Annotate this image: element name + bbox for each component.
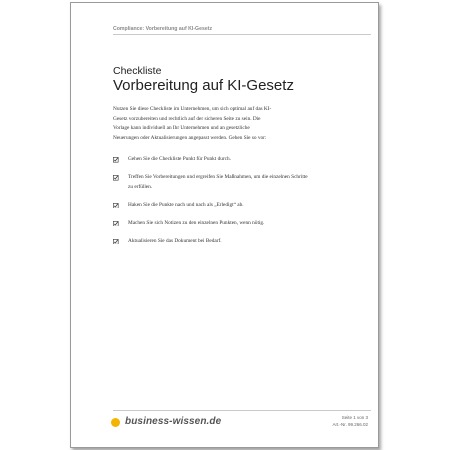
document-title: Vorbereitung auf KI-Gesetz <box>113 77 294 94</box>
brand-logo-text: business-wissen.de <box>125 416 222 427</box>
intro-line: Nutzen Sie diese Checkliste im Unternehmen, um sich optimal auf das KI- <box>113 106 272 112</box>
checked-box-icon <box>113 219 123 229</box>
article-number: Art.-Nr. 99.266.02 <box>332 422 368 427</box>
document-page <box>70 2 379 448</box>
checklist-item <box>113 219 313 229</box>
checklist-item-text: Gehen Sie die Checkliste Punkt für Punkt durch. <box>128 156 231 162</box>
checklist <box>113 155 313 255</box>
document-overline: Checkliste <box>113 65 162 77</box>
intro-line: Gesetz vorzubereiten und rechtlich auf der sicheren Seite zu sein. Die <box>113 115 261 122</box>
footer-divider <box>113 410 371 411</box>
page-number: Seite 1 von 3 <box>341 415 368 420</box>
checklist-item-text: Machen Sie sich Notizen zu den einzelnen Punkten, wenn nötig. <box>128 219 265 226</box>
checklist-item <box>113 155 313 165</box>
checked-box-icon <box>113 155 123 165</box>
checked-box-icon <box>113 173 123 183</box>
checklist-item <box>113 173 313 192</box>
checklist-item-text: Aktualisieren Sie das Dokument bei Bedarf. <box>128 237 222 244</box>
checklist-item <box>113 237 313 247</box>
checklist-item-text: Haken Sie die Punkte nach und nach als „Erledigt“ ab. <box>128 201 244 208</box>
checklist-item-text: Treffen Sie Vorbereitungen und ergreifen Sie Maßnahmen, um die einzelnen Schritte zu erfüllen. <box>128 173 308 190</box>
intro-line: Neuerungen oder Aktualisierungen angepasst werden. Gehen Sie so vor: <box>113 134 267 141</box>
intro-paragraph <box>113 105 333 143</box>
header-divider <box>113 34 371 35</box>
checked-box-icon <box>113 237 123 247</box>
checklist-item <box>113 201 313 211</box>
intro-line: Vorlage kann individuell an Ihr Unternehmen und an gesetzliche <box>113 125 250 132</box>
running-header: Compliance: Vorbereitung auf KI-Gesetz <box>113 26 213 32</box>
brand-logo-dot <box>111 418 120 427</box>
checked-box-icon <box>113 201 123 211</box>
